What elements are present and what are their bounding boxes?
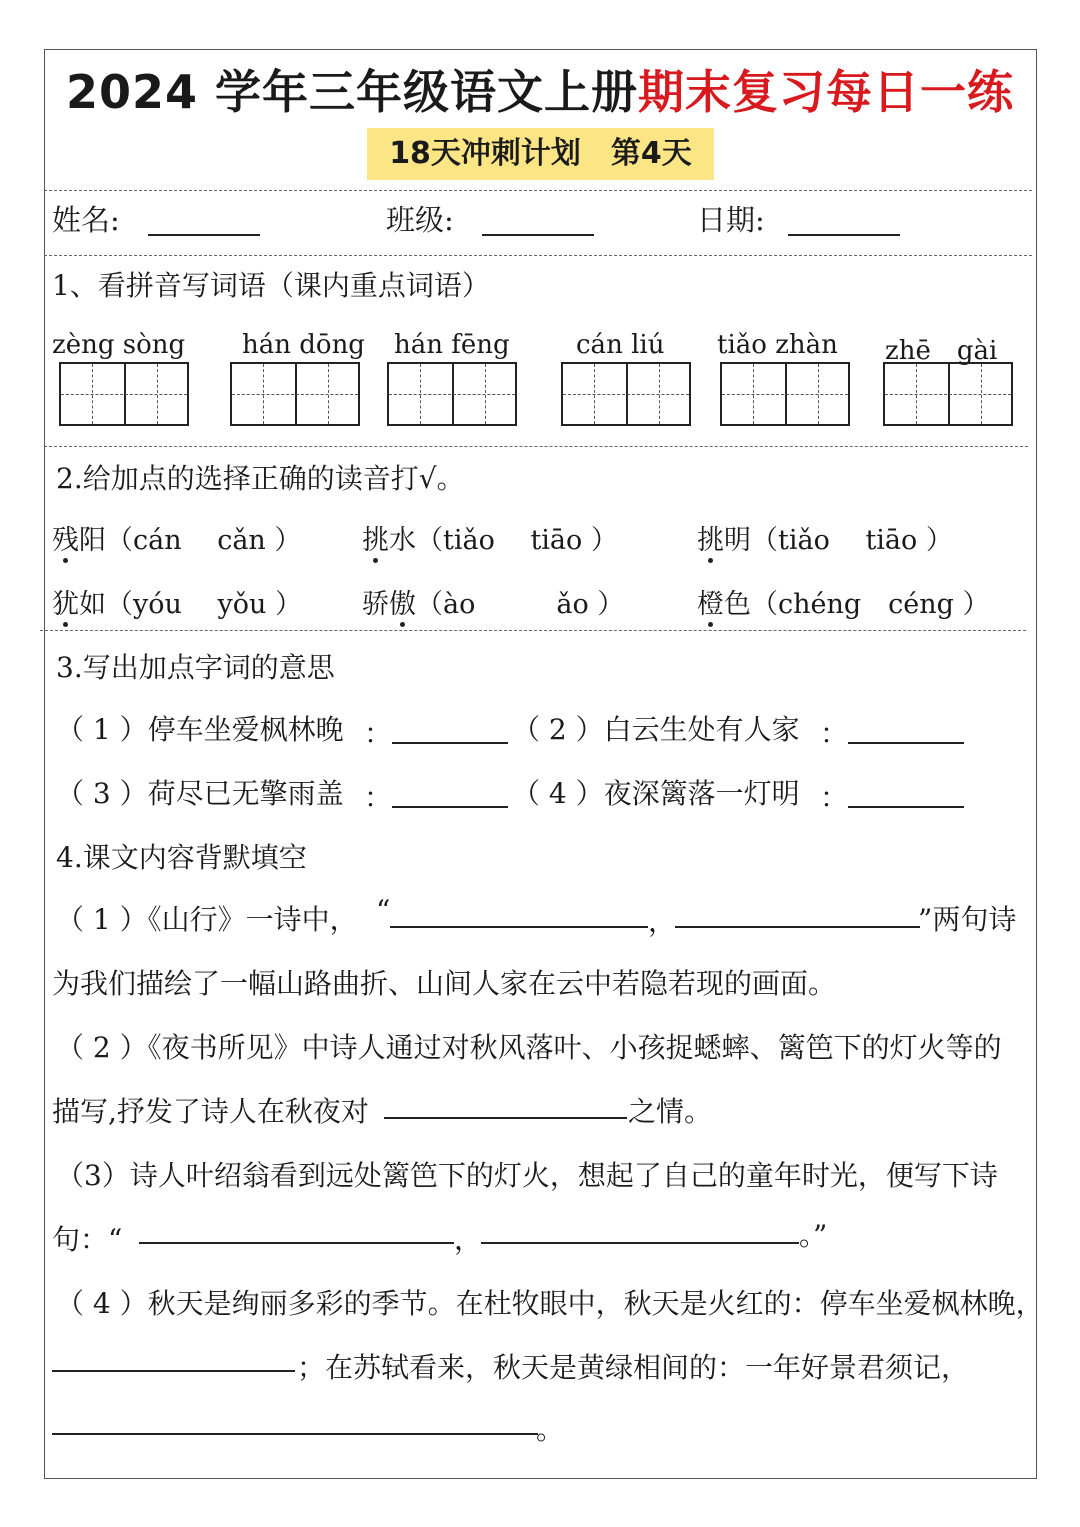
answer-blank[interactable] — [139, 1242, 454, 1244]
option[interactable]: tiǎo — [443, 525, 495, 556]
pinyin-5: tiǎo zhàn — [717, 330, 838, 360]
title-highlight: 期末复习每日一练 — [638, 65, 1015, 119]
option[interactable]: tiāo — [865, 525, 918, 556]
class-label: 班级: — [386, 203, 454, 237]
q4-p1-start: （ 1 ）《山行》一诗中， — [56, 903, 358, 936]
pronunciation-item-1: 残阳（cán cǎn ） — [52, 518, 301, 557]
answer-blank[interactable] — [392, 742, 508, 744]
pinyin-3: hán fēng — [394, 330, 510, 360]
pronunciation-item-3: 挑明（tiǎo tiāo ） — [697, 518, 953, 557]
option[interactable]: yóu — [133, 589, 182, 620]
writing-grid-6[interactable] — [883, 362, 1013, 426]
option[interactable]: tiǎo — [778, 525, 830, 556]
comma: ， — [454, 1223, 483, 1256]
subtitle-badge: 18天冲刺计划 第4天 — [367, 128, 714, 180]
writing-grid-1[interactable] — [59, 362, 189, 426]
pinyin-2: hán dōng — [242, 330, 365, 360]
q4-p4-end: 。 — [536, 1413, 565, 1446]
divider — [44, 446, 1028, 447]
divider — [44, 255, 1032, 256]
meaning-item-1: （ 1 ）停车坐爱枫林晚 — [56, 713, 344, 746]
writing-grid-2[interactable] — [230, 362, 360, 426]
answer-blank[interactable] — [392, 806, 508, 808]
quote-open: “ — [376, 894, 391, 927]
q1-heading: 1、看拼音写词语（课内重点词语） — [52, 269, 490, 302]
q4-p3-start: （3）诗人叶绍翁看到远处篱笆下的灯火，想起了自己的童年时光，便写下诗 — [56, 1159, 998, 1192]
pronunciation-item-5: 骄傲（ào ǎo ） — [362, 582, 624, 621]
q3-heading: 3.写出加点字词的意思 — [56, 651, 335, 684]
pronunciation-item-4: 犹如（yóu yǒu ） — [52, 582, 302, 621]
q4-p1-end: ”两句诗 — [918, 903, 1017, 936]
pinyin-4: cán liú — [576, 330, 665, 360]
meaning-item-3: （ 3 ）荷尽已无擎雨盖 — [56, 777, 344, 810]
q4-p3-cont: 句：“ — [52, 1223, 123, 1256]
q4-p2-cont: 描写,抒发了诗人在秋夜对 — [52, 1095, 369, 1128]
comma: ， — [648, 905, 677, 938]
answer-blank[interactable] — [481, 1242, 799, 1244]
divider — [40, 630, 1026, 631]
q4-p2-end: 之情。 — [628, 1095, 713, 1128]
colon: ： — [820, 781, 849, 814]
meaning-item-4: （ 4 ）夜深篱落一灯明 — [512, 777, 800, 810]
pinyin-1: zèng sòng — [52, 330, 186, 360]
q4-p4-mid: ；在苏轼看来，秋天是黄绿相间的：一年好景君须记， — [297, 1351, 970, 1384]
option[interactable]: cán — [133, 525, 182, 556]
name-blank[interactable] — [148, 234, 260, 236]
q4-p3-end: 。” — [799, 1219, 828, 1252]
answer-blank[interactable] — [52, 1433, 538, 1435]
colon: ： — [364, 781, 393, 814]
pinyin-6: zhē gài — [885, 336, 998, 366]
answer-blank[interactable] — [675, 926, 920, 928]
title-main: 2024 学年三年级语文上册 — [65, 65, 639, 119]
pronunciation-item-6: 橙色（chéng céng ） — [697, 582, 990, 621]
name-label: 姓名: — [52, 203, 120, 237]
answer-blank[interactable] — [52, 1370, 295, 1372]
writing-grid-3[interactable] — [387, 362, 517, 426]
q4-p4-start: （ 4 ）秋天是绚丽多彩的季节。在杜牧眼中，秋天是火红的：停车坐爱枫林晚， — [56, 1287, 1044, 1320]
q4-p2-start: （ 2 ）《夜书所见》中诗人通过对秋风落叶、小孩捉蟋蟀、篱笆下的灯火等的 — [56, 1031, 1002, 1064]
writing-grid-4[interactable] — [561, 362, 691, 426]
meaning-item-2: （ 2 ）白云生处有人家 — [512, 713, 800, 746]
option[interactable]: ǎo — [556, 589, 589, 620]
page-title — [0, 56, 1080, 122]
q2-heading: 2.给加点的选择正确的读音打√。 — [56, 462, 465, 495]
q4-p1-cont: 为我们描绘了一幅山路曲折、山间人家在云中若隐若现的画面。 — [52, 967, 837, 1000]
date-blank[interactable] — [788, 234, 900, 236]
q4-heading: 4.课文内容背默填空 — [56, 841, 307, 874]
answer-blank[interactable] — [390, 926, 648, 928]
option[interactable]: cǎn — [217, 525, 266, 556]
writing-grid-5[interactable] — [720, 362, 850, 426]
divider — [44, 190, 1032, 191]
colon: ： — [820, 717, 849, 750]
option[interactable]: ào — [443, 589, 476, 620]
option[interactable]: céng — [888, 589, 954, 620]
answer-blank[interactable] — [848, 742, 964, 744]
option[interactable]: yǒu — [217, 589, 267, 620]
answer-blank[interactable] — [384, 1117, 627, 1119]
pronunciation-item-2: 挑水（tiǎo tiāo ） — [362, 518, 618, 557]
colon: ： — [364, 717, 393, 750]
option[interactable]: chéng — [778, 589, 862, 620]
class-blank[interactable] — [482, 234, 594, 236]
option[interactable]: tiāo — [530, 525, 583, 556]
answer-blank[interactable] — [848, 806, 964, 808]
date-label: 日期: — [697, 203, 765, 237]
